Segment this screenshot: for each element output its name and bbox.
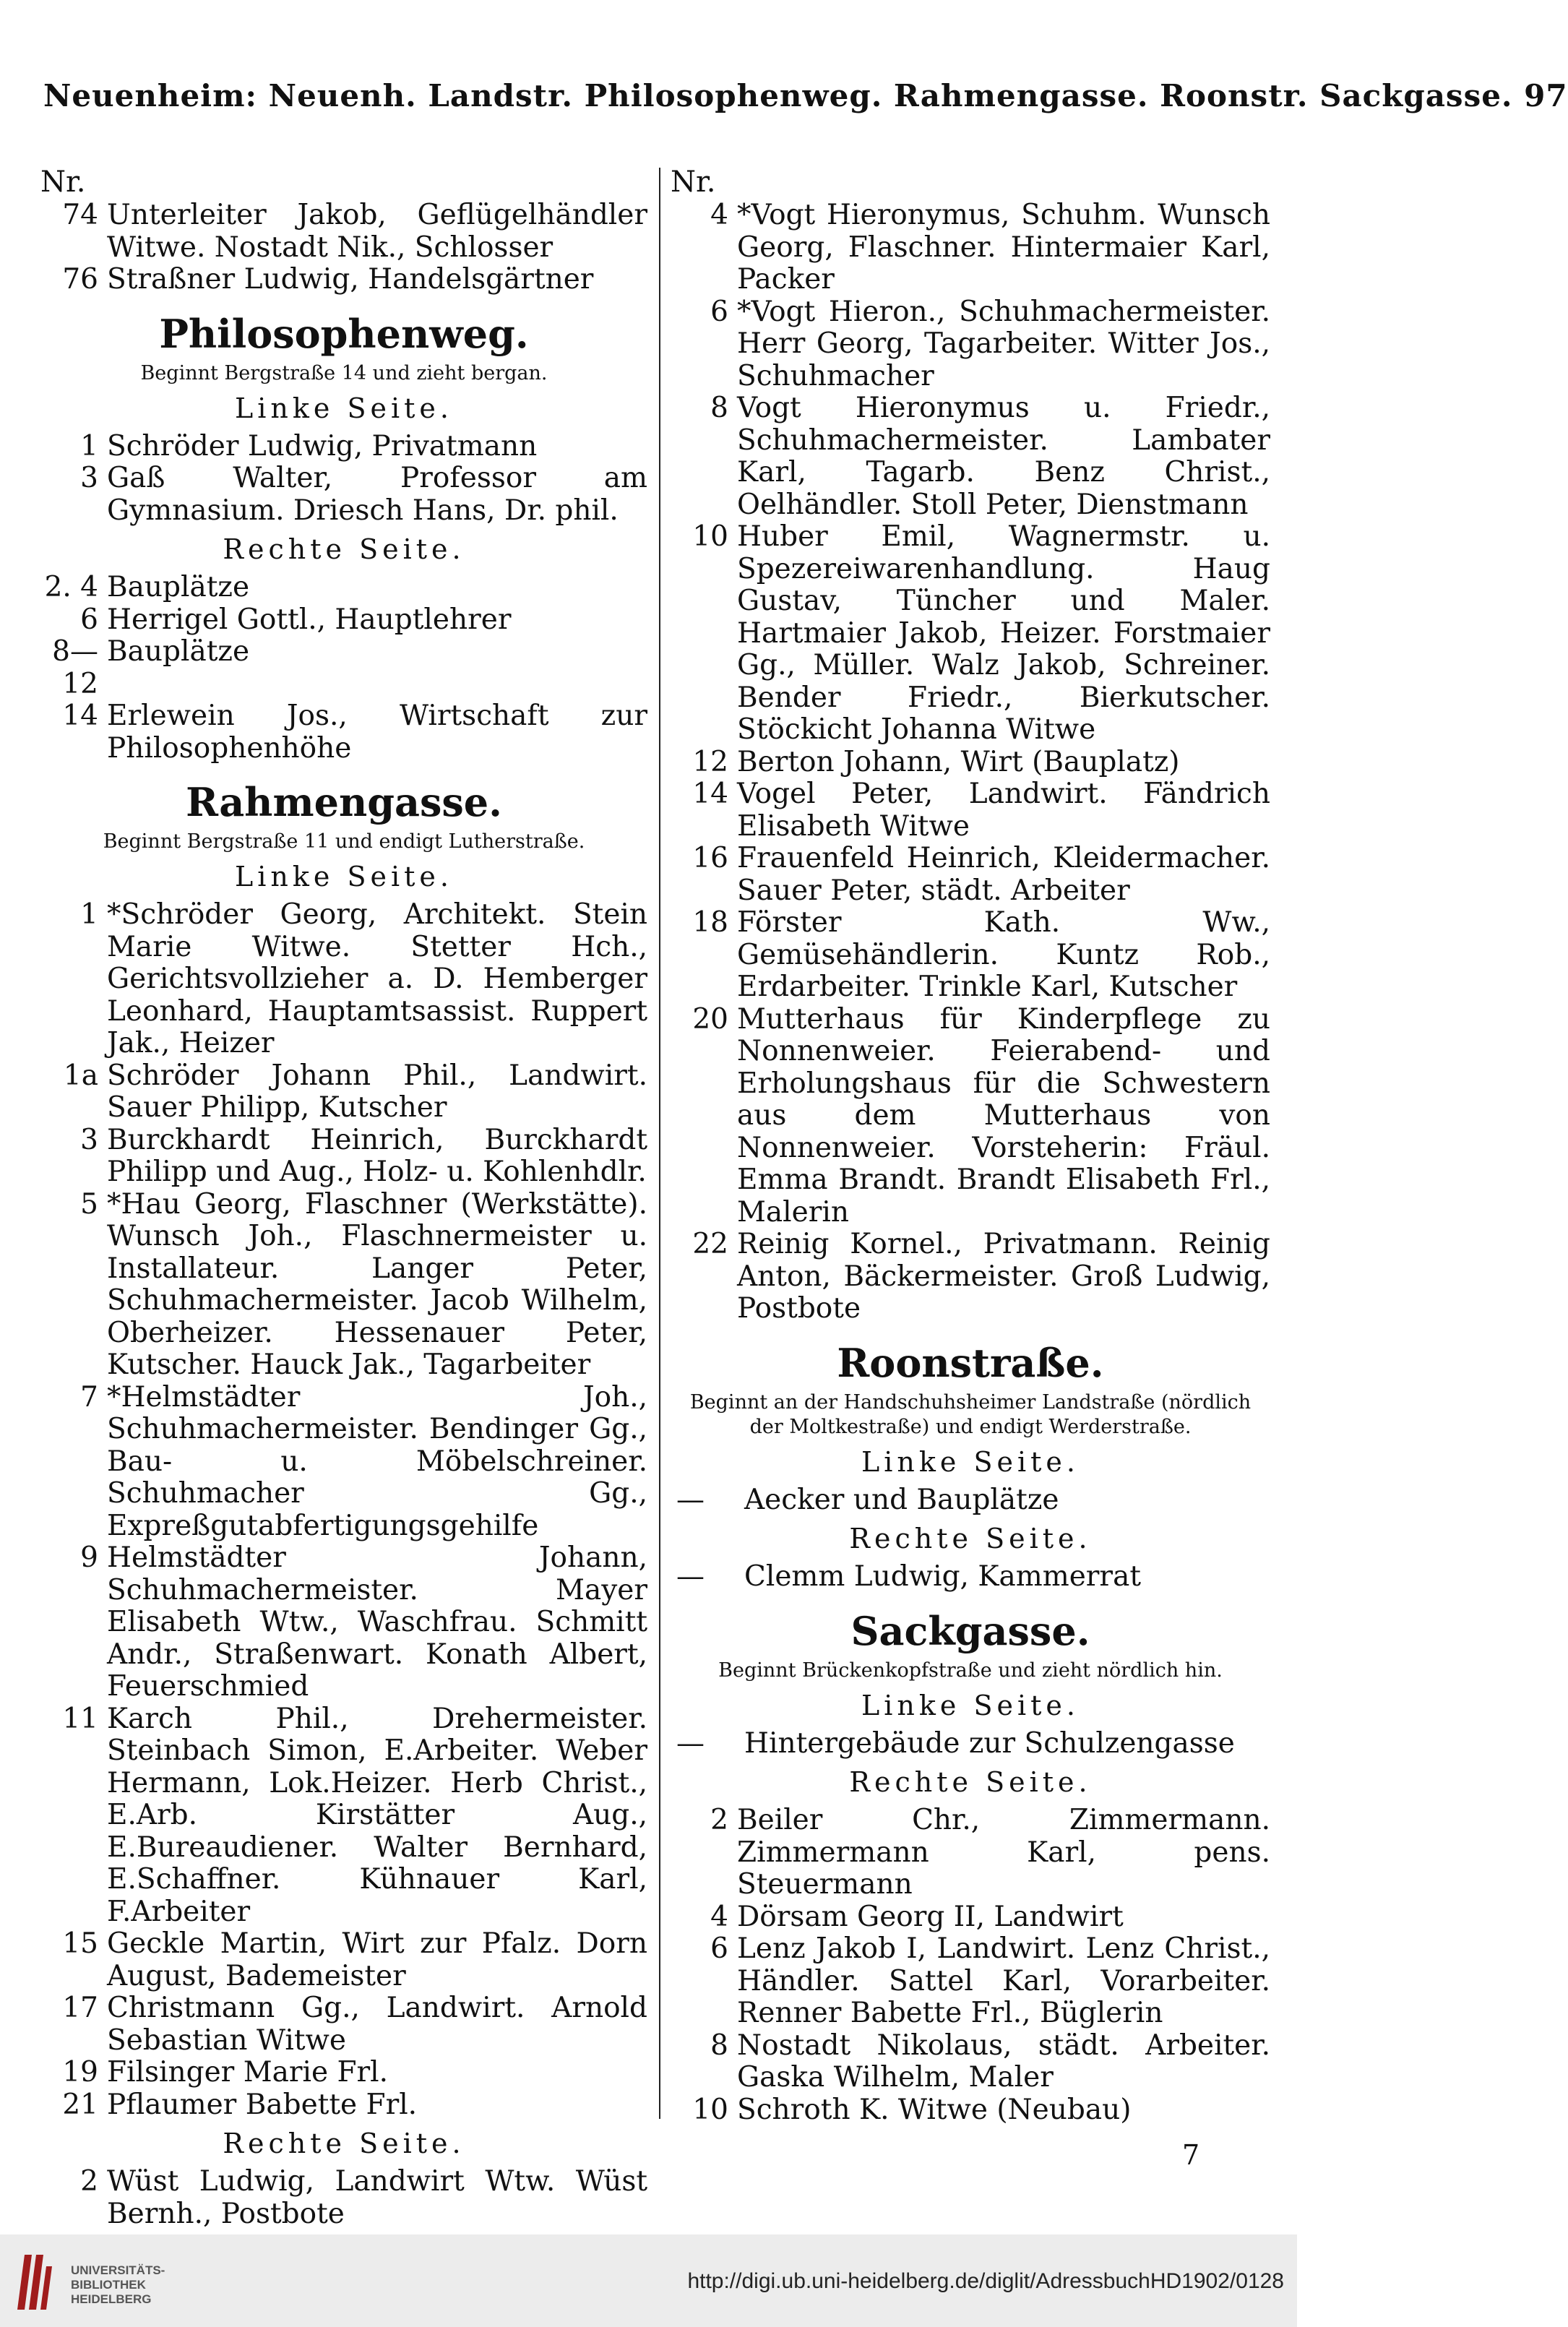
house-number: 10 <box>692 520 728 553</box>
list-item <box>40 604 647 637</box>
section-title-roonstrasse: Roonstraße. <box>837 1339 1104 1386</box>
list-item <box>671 1805 1270 1901</box>
list-item <box>671 1004 1270 1229</box>
list-item <box>671 1229 1270 1325</box>
house-number: 17 <box>62 1992 98 2024</box>
left-column <box>40 165 647 2230</box>
entry-text: Aecker und Bauplätze <box>744 1483 1059 1516</box>
house-number: 4 <box>710 1900 728 1933</box>
entry-text: Geckle Martin, Wirt zur Pfalz. Dorn August, Bademeister <box>107 1927 647 1992</box>
entry-text: Lenz Jakob I, Landwirt. Lenz Christ., Händler. Sattel Karl, Vorarbeiter. Renner Babette Frl., Büglerin <box>737 1932 1270 2029</box>
list-item <box>671 1561 1270 1593</box>
house-number: 20 <box>692 1002 728 1036</box>
house-number: 8 <box>710 392 728 424</box>
list-item <box>671 843 1270 907</box>
column-divider <box>659 168 660 2119</box>
entry-text: Mutterhaus für Kinderpflege zu Nonnenweier. Feierabend- und Erholungshaus für die Schwestern aus dem Mutterhaus von Nonnenweier. Vorsteherin: Fräul. Emma Brandt. Brandt Elisabeth Frl., Malerin <box>737 1002 1270 1229</box>
list-item <box>40 199 647 264</box>
house-number: 2 <box>80 2165 98 2198</box>
list-item <box>40 1060 647 1124</box>
entry-list <box>671 1805 1270 2126</box>
entry-text: Dörsam Georg II, Landwirt <box>737 1900 1124 1933</box>
list-item <box>671 778 1270 843</box>
entry-text: Gaß Walter, Professor am Gymnasium. Driesch Hans, Dr. phil. <box>107 462 647 527</box>
entry-text: Vogel Peter, Landwirt. Fändrich Elisabeth Witwe <box>737 778 1270 843</box>
house-number: 3 <box>80 1123 98 1156</box>
entry-list <box>671 1561 1270 1593</box>
house-number: 6 <box>710 295 728 328</box>
list-item <box>40 572 647 604</box>
list-item <box>40 1124 647 1189</box>
house-number: 18 <box>692 906 728 939</box>
list-item <box>671 1901 1270 1934</box>
entry-text: Förster Kath. Ww., Gemüsehändlerin. Kuntz Rob., Erdarbeiter. Trinkle Karl, Kutscher <box>737 906 1270 1003</box>
logo-text-line: BIBLIOTHEK <box>71 2278 146 2292</box>
house-number: — <box>676 1483 705 1516</box>
entry-list <box>671 1728 1270 1760</box>
entry-text: Pflaumer Babette Frl. <box>107 2088 418 2121</box>
house-number: 22 <box>692 1228 728 1260</box>
house-number: 1 <box>80 429 98 463</box>
entry-text: *Vogt Hieron., Schuhmachermeister. Herr Georg, Tagarbeiter. Witter Jos., Schuhmacher <box>737 295 1270 392</box>
entry-text: Wüst Ludwig, Landwirt Wtw. Wüst Bernh., Postbote <box>107 2165 647 2230</box>
entry-text: Hintergebäude zur Schulzengasse <box>744 1726 1235 1760</box>
house-number: 2. 4 <box>44 571 98 603</box>
list-item <box>40 700 647 765</box>
entry-list <box>40 431 647 528</box>
section-note: Beginnt Bergstraße 11 und endigt Lutherstraße. <box>103 830 585 853</box>
house-number: 21 <box>62 2088 98 2121</box>
house-number: — <box>676 1726 705 1760</box>
logo-text-line: HEIDELBERG <box>71 2292 152 2306</box>
entry-text: Helmstädter Johann, Schuhmachermeister. Mayer Elisabeth Wtw., Waschfrau. Schmitt Andr., Straßenwart. Konath Albert, Feuerschmied <box>107 1541 647 1703</box>
logo-text-line: UNIVERSITÄTS- <box>71 2263 165 2277</box>
list-item <box>671 1484 1270 1517</box>
entry-text: Huber Emil, Wagnermstr. u. Spezereiwarenhandlung. Haug Gustav, Tüncher und Maler. Hartmaier Jakob, Heizer. Forstmaier Gg., Müller. Walz Jakob, Schreiner. Bender Friedr., Bierkutscher. Stöckicht Johanna Witwe <box>737 520 1270 746</box>
side-heading-left: Linke Seite. <box>235 861 453 892</box>
house-number: 15 <box>62 1927 98 1960</box>
entry-text: Straßner Ludwig, Handelsgärtner <box>107 263 594 296</box>
list-item <box>40 899 647 1060</box>
house-number: 6 <box>80 603 98 636</box>
list-item <box>671 2030 1270 2094</box>
entry-text: Unterleiter Jakob, Geflügelhändler Witwe. Nostadt Nik., Schlosser <box>107 199 647 264</box>
entry-text: Herrigel Gottl., Hauptlehrer <box>107 603 512 636</box>
list-item <box>40 1542 647 1703</box>
list-item <box>671 2094 1270 2127</box>
list-item <box>40 1992 647 2057</box>
list-item <box>671 1933 1270 2030</box>
entry-list <box>40 572 647 765</box>
entry-text: Clemm Ludwig, Kammerrat <box>744 1560 1141 1593</box>
house-number: 14 <box>692 778 728 810</box>
house-number: 16 <box>692 842 728 874</box>
section-note: Beginnt an der Handschuhsheimer Landstraße (nördlich der Moltkestraße) und endigt Werderstraße. <box>689 1390 1252 1438</box>
side-heading-left: Linke Seite. <box>861 1689 1080 1721</box>
house-number: 14 <box>62 700 98 732</box>
house-number: 4 <box>710 199 728 231</box>
house-number: 10 <box>692 2093 728 2126</box>
side-heading-left: Linke Seite. <box>861 1445 1080 1478</box>
entry-text: Bauplätze <box>107 635 250 668</box>
entry-text: *Helmstädter Joh., Schuhmachermeister. Bendinger Gg., Bau- u. Möbelschreiner. Schuhmacher Gg., Expreßgutabfertigungsgehilfe <box>107 1380 647 1542</box>
entry-text: Berton Johann, Wirt (Bauplatz) <box>737 745 1180 778</box>
entry-text: Christmann Gg., Landwirt. Arnold Sebastian Witwe <box>107 1992 647 2057</box>
nr-label: Nr. <box>671 165 716 199</box>
entry-text: Frauenfeld Heinrich, Kleidermacher. Sauer Peter, städt. Arbeiter <box>737 842 1270 907</box>
entry-text: Nostadt Nikolaus, städt. Arbeiter. Gaska Wilhelm, Maler <box>737 2029 1270 2094</box>
list-item <box>671 1728 1270 1760</box>
entry-text: Reinig Kornel., Privatmann. Reinig Anton, Bäckermeister. Groß Ludwig, Postbote <box>737 1228 1270 1325</box>
house-number: 9 <box>80 1541 98 1574</box>
list-item <box>671 296 1270 393</box>
list-item <box>40 636 647 700</box>
house-number: 12 <box>692 745 728 778</box>
house-number: 2 <box>710 1804 728 1836</box>
entry-text: Vogt Hieronymus u. Friedr., Schuhmachermeister. Lambater Karl, Tagarb. Benz Christ., Oelhändler. Stoll Peter, Dienstmann <box>737 392 1270 521</box>
house-number: 3 <box>80 462 98 494</box>
house-number: — <box>676 1560 705 1593</box>
entry-list <box>40 199 647 296</box>
house-number: 7 <box>80 1380 98 1414</box>
list-item <box>40 2089 647 2122</box>
section-note: Beginnt Brückenkopfstraße und zieht nördlich hin. <box>718 1659 1223 1682</box>
side-heading-right: Rechte Seite. <box>223 533 465 565</box>
entry-text: Karch Phil., Drehermeister. Steinbach Simon, E.Arbeiter. Weber Hermann, Lok.Heizer. Herb Christ., E.Arb. Kirstätter Aug., E.Bureaudiener. Walter Bernhard, E.Schaffner. Kühnauer Karl, F.Arbeiter <box>107 1702 647 1928</box>
entry-text: Burckhardt Heinrich, Burckhardt Philipp und Aug., Holz- u. Kohlenhdlr. <box>107 1123 647 1188</box>
section-title-rahmengasse: Rahmengasse. <box>186 779 502 825</box>
side-heading-left: Linke Seite. <box>235 392 453 424</box>
house-number: 76 <box>62 263 98 296</box>
house-number: 8—12 <box>52 635 98 700</box>
list-item <box>40 2166 647 2230</box>
entry-list <box>671 199 1270 1325</box>
list-item <box>40 1703 647 1929</box>
list-item <box>40 2057 647 2089</box>
entry-text: Filsinger Marie Frl. <box>107 2056 389 2089</box>
section-title-sackgasse: Sackgasse. <box>850 1607 1090 1654</box>
list-item <box>40 1928 647 1992</box>
source-url-link[interactable]: http://digi.ub.uni-heidelberg.de/diglit/AdressbuchHD1902/0128 <box>687 2269 1284 2293</box>
list-item <box>671 392 1270 521</box>
list-item <box>40 1189 647 1382</box>
list-item <box>40 264 647 296</box>
entry-list <box>40 899 647 2121</box>
entry-text: *Vogt Hieronymus, Schuhm. Wunsch Georg, Flaschner. Hintermaier Karl, Packer <box>737 199 1270 296</box>
entry-text: Bauplätze <box>107 571 250 603</box>
entry-text: Schroth K. Witwe (Neubau) <box>737 2093 1132 2126</box>
list-item <box>671 521 1270 747</box>
entry-text: Schröder Johann Phil., Landwirt. Sauer Philipp, Kutscher <box>107 1059 647 1124</box>
nr-label: Nr. <box>40 165 86 199</box>
page-header: Neuenheim: Neuenh. Landstr. Philosophenweg. Rahmengasse. Roonstr. Sackgasse. 97 <box>43 78 1568 113</box>
house-number: 74 <box>62 199 98 231</box>
list-item <box>40 463 647 527</box>
list-item <box>671 747 1270 779</box>
house-number: 5 <box>80 1187 98 1221</box>
entry-text: *Schröder Georg, Architekt. Stein Marie Witwe. Stetter Hch., Gerichtsvollzieher a. D. Hemberger Leonhard, Hauptamtsassist. Ruppert Jak., Heizer <box>107 898 647 1059</box>
library-logo-text <box>71 2263 165 2307</box>
library-logo-icon <box>13 2248 55 2313</box>
house-number: 1 <box>80 898 98 931</box>
section-note: Beginnt Bergstraße 14 und zieht bergan. <box>140 361 548 384</box>
list-item <box>671 199 1270 296</box>
side-heading-right: Rechte Seite. <box>849 1523 1092 1554</box>
entry-text: Beiler Chr., Zimmermann. Zimmermann Karl, pens. Steuermann <box>737 1804 1270 1901</box>
entry-list <box>40 2166 647 2230</box>
side-heading-right: Rechte Seite. <box>849 1766 1092 1798</box>
house-number: 6 <box>710 1932 728 1965</box>
entry-list <box>671 1484 1270 1517</box>
house-number: 1a <box>63 1059 98 1092</box>
entry-text: Erlewein Jos., Wirtschaft zur Philosophenhöhe <box>107 700 647 765</box>
right-column <box>671 165 1270 2126</box>
side-heading-right: Rechte Seite. <box>223 2128 465 2159</box>
signature-mark: 7 <box>1182 2139 1200 2171</box>
house-number: 19 <box>62 2056 98 2089</box>
list-item <box>671 907 1270 1004</box>
entry-text: Schröder Ludwig, Privatmann <box>107 429 538 463</box>
list-item <box>40 431 647 463</box>
list-item <box>40 1382 647 1543</box>
house-number: 8 <box>710 2029 728 2062</box>
section-title-philosophenweg: Philosophenweg. <box>159 310 529 357</box>
house-number: 11 <box>62 1702 98 1735</box>
entry-text: *Hau Georg, Flaschner (Werkstätte). Wunsch Joh., Flaschnermeister u. Installateur. Langer Peter, Schuhmachermeister. Jacob Wilhelm, Oberheizer. Hessenauer Peter, Kutscher. Hauck Jak., Tagarbeiter <box>107 1187 647 1381</box>
